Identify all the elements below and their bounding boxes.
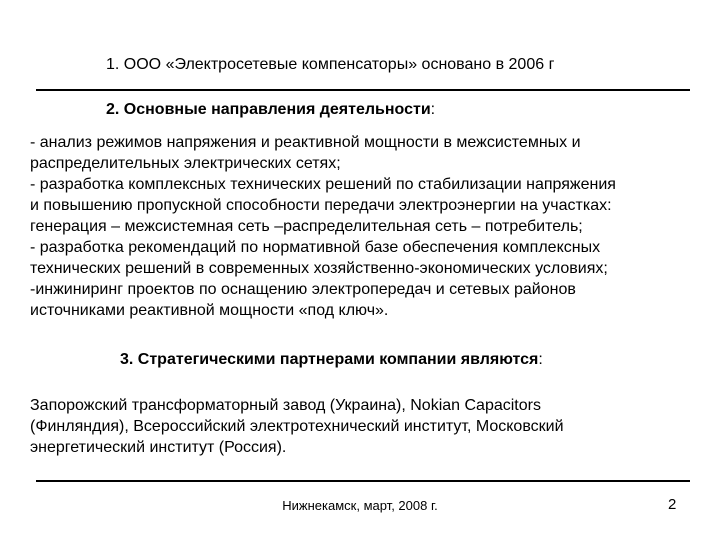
partners-line: энергетический институт (Россия).	[30, 439, 287, 456]
activities-heading-bold: 2. Основные направления деятельности	[106, 101, 431, 118]
partners-heading	[120, 351, 543, 369]
company-founded-heading: 1. ООО «Электросетевые компенсаторы» основано в 2006 г	[106, 56, 555, 73]
activities-list	[30, 132, 616, 321]
activities-line: и повышению пропускной способности передачи электроэнергии на участках:	[30, 197, 612, 214]
activities-heading	[106, 101, 435, 119]
activities-line: генерация – межсистемная сеть –распределительная сеть – потребитель;	[30, 218, 583, 235]
bottom-divider	[36, 480, 690, 482]
partners-line: (Финляндия), Всероссийский электротехнический институт, Московский	[30, 418, 564, 435]
activities-line: - анализ режимов напряжения и реактивной мощности в межсистемных и	[30, 134, 581, 151]
activities-line: технических решений в современных хозяйственно-экономических условиях;	[30, 260, 608, 277]
activities-line: -инжиниринг проектов по оснащению электропередач и сетевых районов	[30, 281, 576, 298]
footer-location-date: Нижнекамск, март, 2008 г.	[282, 498, 438, 513]
partners-heading-bold: 3. Стратегическими партнерами компании являются	[120, 351, 539, 368]
partners-line: Запорожский трансформаторный завод (Украина), Nokian Capacitors	[30, 397, 541, 414]
activities-line: - разработка рекомендаций по нормативной базе обеспечения комплексных	[30, 239, 601, 256]
activities-heading-colon: :	[430, 101, 436, 118]
activities-line: распределительных электрических сетях;	[30, 155, 341, 172]
partners-heading-colon: :	[538, 351, 543, 368]
top-divider	[36, 89, 690, 91]
activities-line: - разработка комплексных технических решений по стабилизации напряжения	[30, 176, 616, 193]
page-number: 2	[668, 496, 677, 513]
activities-line: источниками реактивной мощности «под ключ».	[30, 302, 389, 319]
partners-text	[30, 395, 564, 458]
